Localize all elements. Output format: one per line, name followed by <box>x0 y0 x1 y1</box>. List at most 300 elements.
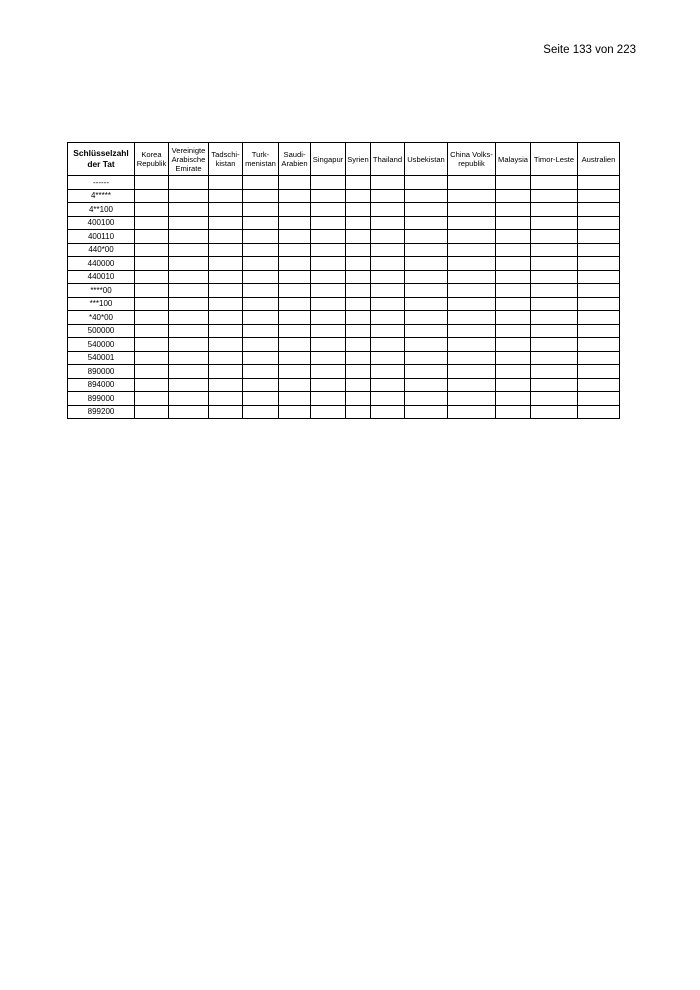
empty-cell <box>578 324 620 338</box>
empty-cell <box>371 284 405 298</box>
table-row <box>68 324 620 338</box>
empty-cell <box>578 257 620 271</box>
empty-cell <box>371 203 405 217</box>
key-cell: 899200 <box>68 405 135 419</box>
empty-cell <box>496 203 531 217</box>
empty-cell <box>209 270 243 284</box>
table-row <box>68 230 620 244</box>
empty-cell <box>279 257 311 271</box>
empty-cell <box>496 324 531 338</box>
column-header-country <box>405 143 448 176</box>
empty-cell <box>578 351 620 365</box>
empty-cell <box>135 392 169 406</box>
column-header-country <box>448 143 496 176</box>
header-text: Timor-Leste <box>533 154 575 164</box>
header-text: Australien <box>581 154 616 164</box>
empty-cell <box>496 378 531 392</box>
empty-cell <box>279 243 311 257</box>
empty-cell <box>243 243 279 257</box>
empty-cell <box>311 176 346 190</box>
empty-cell <box>405 176 448 190</box>
empty-cell <box>531 189 578 203</box>
column-header-country <box>531 143 578 176</box>
empty-cell <box>531 297 578 311</box>
empty-cell <box>405 338 448 352</box>
empty-cell <box>496 311 531 325</box>
empty-cell <box>243 297 279 311</box>
empty-cell <box>243 284 279 298</box>
empty-cell <box>448 405 496 419</box>
empty-cell <box>279 324 311 338</box>
empty-cell <box>578 338 620 352</box>
empty-cell <box>209 338 243 352</box>
empty-cell <box>346 378 371 392</box>
empty-cell <box>209 257 243 271</box>
table-row <box>68 257 620 271</box>
empty-cell <box>578 189 620 203</box>
empty-cell <box>346 203 371 217</box>
empty-cell <box>311 270 346 284</box>
empty-cell <box>448 270 496 284</box>
empty-cell <box>209 176 243 190</box>
empty-cell <box>243 365 279 379</box>
empty-cell <box>135 257 169 271</box>
empty-cell <box>311 365 346 379</box>
table-row <box>68 351 620 365</box>
empty-cell <box>243 203 279 217</box>
empty-cell <box>578 176 620 190</box>
empty-cell <box>169 203 209 217</box>
empty-cell <box>279 203 311 217</box>
empty-cell <box>578 378 620 392</box>
empty-cell <box>209 365 243 379</box>
empty-cell <box>371 189 405 203</box>
empty-cell <box>209 284 243 298</box>
empty-cell <box>371 378 405 392</box>
empty-cell <box>169 216 209 230</box>
empty-cell <box>311 338 346 352</box>
empty-cell <box>279 378 311 392</box>
empty-cell <box>496 216 531 230</box>
empty-cell <box>169 392 209 406</box>
header-text: Vereinigte Arabische Emirate <box>171 145 206 173</box>
empty-cell <box>448 189 496 203</box>
empty-cell <box>346 365 371 379</box>
empty-cell <box>169 338 209 352</box>
empty-cell <box>578 203 620 217</box>
header-text: Tadschi- kistan <box>211 150 240 168</box>
empty-cell <box>135 176 169 190</box>
empty-cell <box>371 338 405 352</box>
key-cell: 890000 <box>68 365 135 379</box>
empty-cell <box>405 365 448 379</box>
empty-cell <box>311 405 346 419</box>
empty-cell <box>448 257 496 271</box>
empty-cell <box>405 405 448 419</box>
header-text: Saudi- Arabien <box>281 150 308 168</box>
empty-cell <box>405 378 448 392</box>
empty-cell <box>531 392 578 406</box>
empty-cell <box>448 311 496 325</box>
empty-cell <box>578 365 620 379</box>
empty-cell <box>578 216 620 230</box>
empty-cell <box>405 216 448 230</box>
empty-cell <box>448 284 496 298</box>
empty-cell <box>405 230 448 244</box>
empty-cell <box>209 216 243 230</box>
key-cell: 894000 <box>68 378 135 392</box>
empty-cell <box>135 378 169 392</box>
empty-cell <box>346 311 371 325</box>
empty-cell <box>169 270 209 284</box>
empty-cell <box>169 405 209 419</box>
table-row <box>68 243 620 257</box>
empty-cell <box>531 257 578 271</box>
empty-cell <box>209 311 243 325</box>
empty-cell <box>135 216 169 230</box>
table-body <box>68 176 620 419</box>
empty-cell <box>311 284 346 298</box>
empty-cell <box>169 243 209 257</box>
column-header-country <box>496 143 531 176</box>
key-cell: 899000 <box>68 392 135 406</box>
empty-cell <box>531 176 578 190</box>
table-row <box>68 378 620 392</box>
empty-cell <box>371 405 405 419</box>
empty-cell <box>448 378 496 392</box>
empty-cell <box>371 257 405 271</box>
empty-cell <box>346 176 371 190</box>
table-row <box>68 338 620 352</box>
empty-cell <box>531 203 578 217</box>
empty-cell <box>578 243 620 257</box>
key-cell: 500000 <box>68 324 135 338</box>
empty-cell <box>371 324 405 338</box>
empty-cell <box>371 311 405 325</box>
empty-cell <box>371 365 405 379</box>
empty-cell <box>448 203 496 217</box>
empty-cell <box>279 297 311 311</box>
empty-cell <box>578 311 620 325</box>
empty-cell <box>531 230 578 244</box>
key-cell: 540000 <box>68 338 135 352</box>
empty-cell <box>578 297 620 311</box>
empty-cell <box>135 365 169 379</box>
empty-cell <box>448 365 496 379</box>
empty-cell <box>243 176 279 190</box>
empty-cell <box>209 297 243 311</box>
empty-cell <box>405 189 448 203</box>
empty-cell <box>243 351 279 365</box>
empty-cell <box>448 216 496 230</box>
empty-cell <box>279 365 311 379</box>
empty-cell <box>135 297 169 311</box>
empty-cell <box>311 257 346 271</box>
empty-cell <box>311 378 346 392</box>
header-text: Malaysia <box>498 154 528 164</box>
empty-cell <box>371 392 405 406</box>
empty-cell <box>209 351 243 365</box>
header-text: Singapur <box>312 154 344 164</box>
column-header-country <box>578 143 620 176</box>
empty-cell <box>531 378 578 392</box>
empty-cell <box>209 324 243 338</box>
empty-cell <box>209 189 243 203</box>
empty-cell <box>531 324 578 338</box>
empty-cell <box>578 284 620 298</box>
empty-cell <box>169 284 209 298</box>
empty-cell <box>371 230 405 244</box>
table-row <box>68 176 620 190</box>
key-cell: *40*00 <box>68 311 135 325</box>
empty-cell <box>496 365 531 379</box>
empty-cell <box>279 311 311 325</box>
empty-cell <box>243 392 279 406</box>
empty-cell <box>346 216 371 230</box>
empty-cell <box>531 365 578 379</box>
header-text: Korea Republik <box>136 150 167 168</box>
column-header-country <box>169 143 209 176</box>
empty-cell <box>346 392 371 406</box>
empty-cell <box>346 284 371 298</box>
column-header-country <box>209 143 243 176</box>
table-row <box>68 270 620 284</box>
empty-cell <box>311 392 346 406</box>
table-row <box>68 405 620 419</box>
empty-cell <box>279 338 311 352</box>
empty-cell <box>169 189 209 203</box>
empty-cell <box>346 338 371 352</box>
empty-cell <box>209 243 243 257</box>
table-row <box>68 297 620 311</box>
empty-cell <box>578 392 620 406</box>
empty-cell <box>209 230 243 244</box>
empty-cell <box>496 297 531 311</box>
empty-cell <box>209 203 243 217</box>
empty-cell <box>243 216 279 230</box>
key-cell: 4**100 <box>68 203 135 217</box>
column-header-country <box>135 143 169 176</box>
empty-cell <box>169 297 209 311</box>
empty-cell <box>371 351 405 365</box>
empty-cell <box>243 230 279 244</box>
empty-cell <box>496 270 531 284</box>
empty-cell <box>169 257 209 271</box>
empty-cell <box>279 216 311 230</box>
empty-cell <box>496 257 531 271</box>
empty-cell <box>448 351 496 365</box>
empty-cell <box>448 324 496 338</box>
empty-cell <box>311 216 346 230</box>
empty-cell <box>405 203 448 217</box>
empty-cell <box>243 405 279 419</box>
empty-cell <box>135 203 169 217</box>
empty-cell <box>135 324 169 338</box>
empty-cell <box>405 257 448 271</box>
empty-cell <box>405 324 448 338</box>
empty-cell <box>405 297 448 311</box>
column-header-country <box>279 143 311 176</box>
empty-cell <box>311 324 346 338</box>
empty-cell <box>578 405 620 419</box>
empty-cell <box>346 297 371 311</box>
empty-cell <box>371 297 405 311</box>
column-header-key <box>68 143 135 176</box>
empty-cell <box>346 405 371 419</box>
empty-cell <box>135 338 169 352</box>
empty-cell <box>448 338 496 352</box>
empty-cell <box>169 176 209 190</box>
empty-cell <box>496 189 531 203</box>
empty-cell <box>209 392 243 406</box>
empty-cell <box>243 311 279 325</box>
empty-cell <box>169 311 209 325</box>
table-row <box>68 392 620 406</box>
table-row <box>68 365 620 379</box>
key-cell: 400110 <box>68 230 135 244</box>
empty-cell <box>346 257 371 271</box>
empty-cell <box>209 378 243 392</box>
empty-cell <box>496 392 531 406</box>
key-cell: 440000 <box>68 257 135 271</box>
empty-cell <box>169 230 209 244</box>
table-row <box>68 311 620 325</box>
empty-cell <box>243 378 279 392</box>
empty-cell <box>311 351 346 365</box>
empty-cell <box>578 230 620 244</box>
empty-cell <box>311 230 346 244</box>
header-text: Syrien <box>347 154 369 164</box>
empty-cell <box>346 324 371 338</box>
empty-cell <box>135 270 169 284</box>
empty-cell <box>279 284 311 298</box>
empty-cell <box>346 189 371 203</box>
empty-cell <box>448 230 496 244</box>
table-row <box>68 216 620 230</box>
empty-cell <box>279 189 311 203</box>
empty-cell <box>279 405 311 419</box>
empty-cell <box>135 311 169 325</box>
empty-cell <box>531 284 578 298</box>
key-cell: ------ <box>68 176 135 190</box>
empty-cell <box>531 216 578 230</box>
empty-cell <box>346 230 371 244</box>
key-cell: 540001 <box>68 351 135 365</box>
empty-cell <box>448 243 496 257</box>
empty-cell <box>496 284 531 298</box>
empty-cell <box>448 176 496 190</box>
empty-cell <box>279 230 311 244</box>
empty-cell <box>135 230 169 244</box>
empty-cell <box>311 311 346 325</box>
empty-cell <box>243 324 279 338</box>
empty-cell <box>578 270 620 284</box>
empty-cell <box>405 392 448 406</box>
empty-cell <box>531 405 578 419</box>
column-header-country <box>243 143 279 176</box>
empty-cell <box>371 216 405 230</box>
empty-cell <box>135 189 169 203</box>
table-row <box>68 189 620 203</box>
empty-cell <box>531 270 578 284</box>
header-text: Thailand <box>372 154 403 164</box>
empty-cell <box>169 365 209 379</box>
empty-cell <box>135 243 169 257</box>
empty-cell <box>448 297 496 311</box>
header-text: Usbekistan <box>407 154 445 164</box>
header-text: Schlüsselzahl der Tat <box>73 148 129 169</box>
empty-cell <box>496 243 531 257</box>
empty-cell <box>135 284 169 298</box>
empty-cell <box>531 338 578 352</box>
header-text: China Volks- republik <box>450 150 493 168</box>
empty-cell <box>371 270 405 284</box>
empty-cell <box>371 176 405 190</box>
key-cell: 4***** <box>68 189 135 203</box>
empty-cell <box>243 270 279 284</box>
key-cell: 440*00 <box>68 243 135 257</box>
empty-cell <box>405 311 448 325</box>
empty-cell <box>169 351 209 365</box>
empty-cell <box>135 351 169 365</box>
empty-cell <box>371 243 405 257</box>
empty-cell <box>496 176 531 190</box>
empty-cell <box>311 203 346 217</box>
empty-cell <box>243 257 279 271</box>
header-text: Turk- menistan <box>245 150 276 168</box>
empty-cell <box>405 243 448 257</box>
empty-cell <box>346 270 371 284</box>
key-cell: ****00 <box>68 284 135 298</box>
table-row <box>68 203 620 217</box>
key-cell: ***100 <box>68 297 135 311</box>
empty-cell <box>279 270 311 284</box>
column-header-country <box>346 143 371 176</box>
empty-cell <box>496 405 531 419</box>
empty-cell <box>448 392 496 406</box>
empty-cell <box>311 297 346 311</box>
empty-cell <box>311 189 346 203</box>
column-header-country <box>371 143 405 176</box>
empty-cell <box>169 378 209 392</box>
column-header-country <box>311 143 346 176</box>
empty-cell <box>531 351 578 365</box>
empty-cell <box>243 338 279 352</box>
key-cell: 440010 <box>68 270 135 284</box>
empty-cell <box>169 324 209 338</box>
empty-cell <box>209 405 243 419</box>
empty-cell <box>279 351 311 365</box>
header-row <box>68 143 620 176</box>
empty-cell <box>346 351 371 365</box>
empty-cell <box>405 284 448 298</box>
empty-cell <box>496 230 531 244</box>
empty-cell <box>311 243 346 257</box>
empty-cell <box>243 189 279 203</box>
crime-statistics-table <box>67 142 620 419</box>
empty-cell <box>405 270 448 284</box>
empty-cell <box>496 351 531 365</box>
empty-cell <box>135 405 169 419</box>
table-row <box>68 284 620 298</box>
empty-cell <box>279 176 311 190</box>
empty-cell <box>279 392 311 406</box>
empty-cell <box>346 243 371 257</box>
empty-cell <box>531 311 578 325</box>
empty-cell <box>405 351 448 365</box>
empty-cell <box>496 338 531 352</box>
page-number: Seite 133 von 223 <box>543 44 636 56</box>
